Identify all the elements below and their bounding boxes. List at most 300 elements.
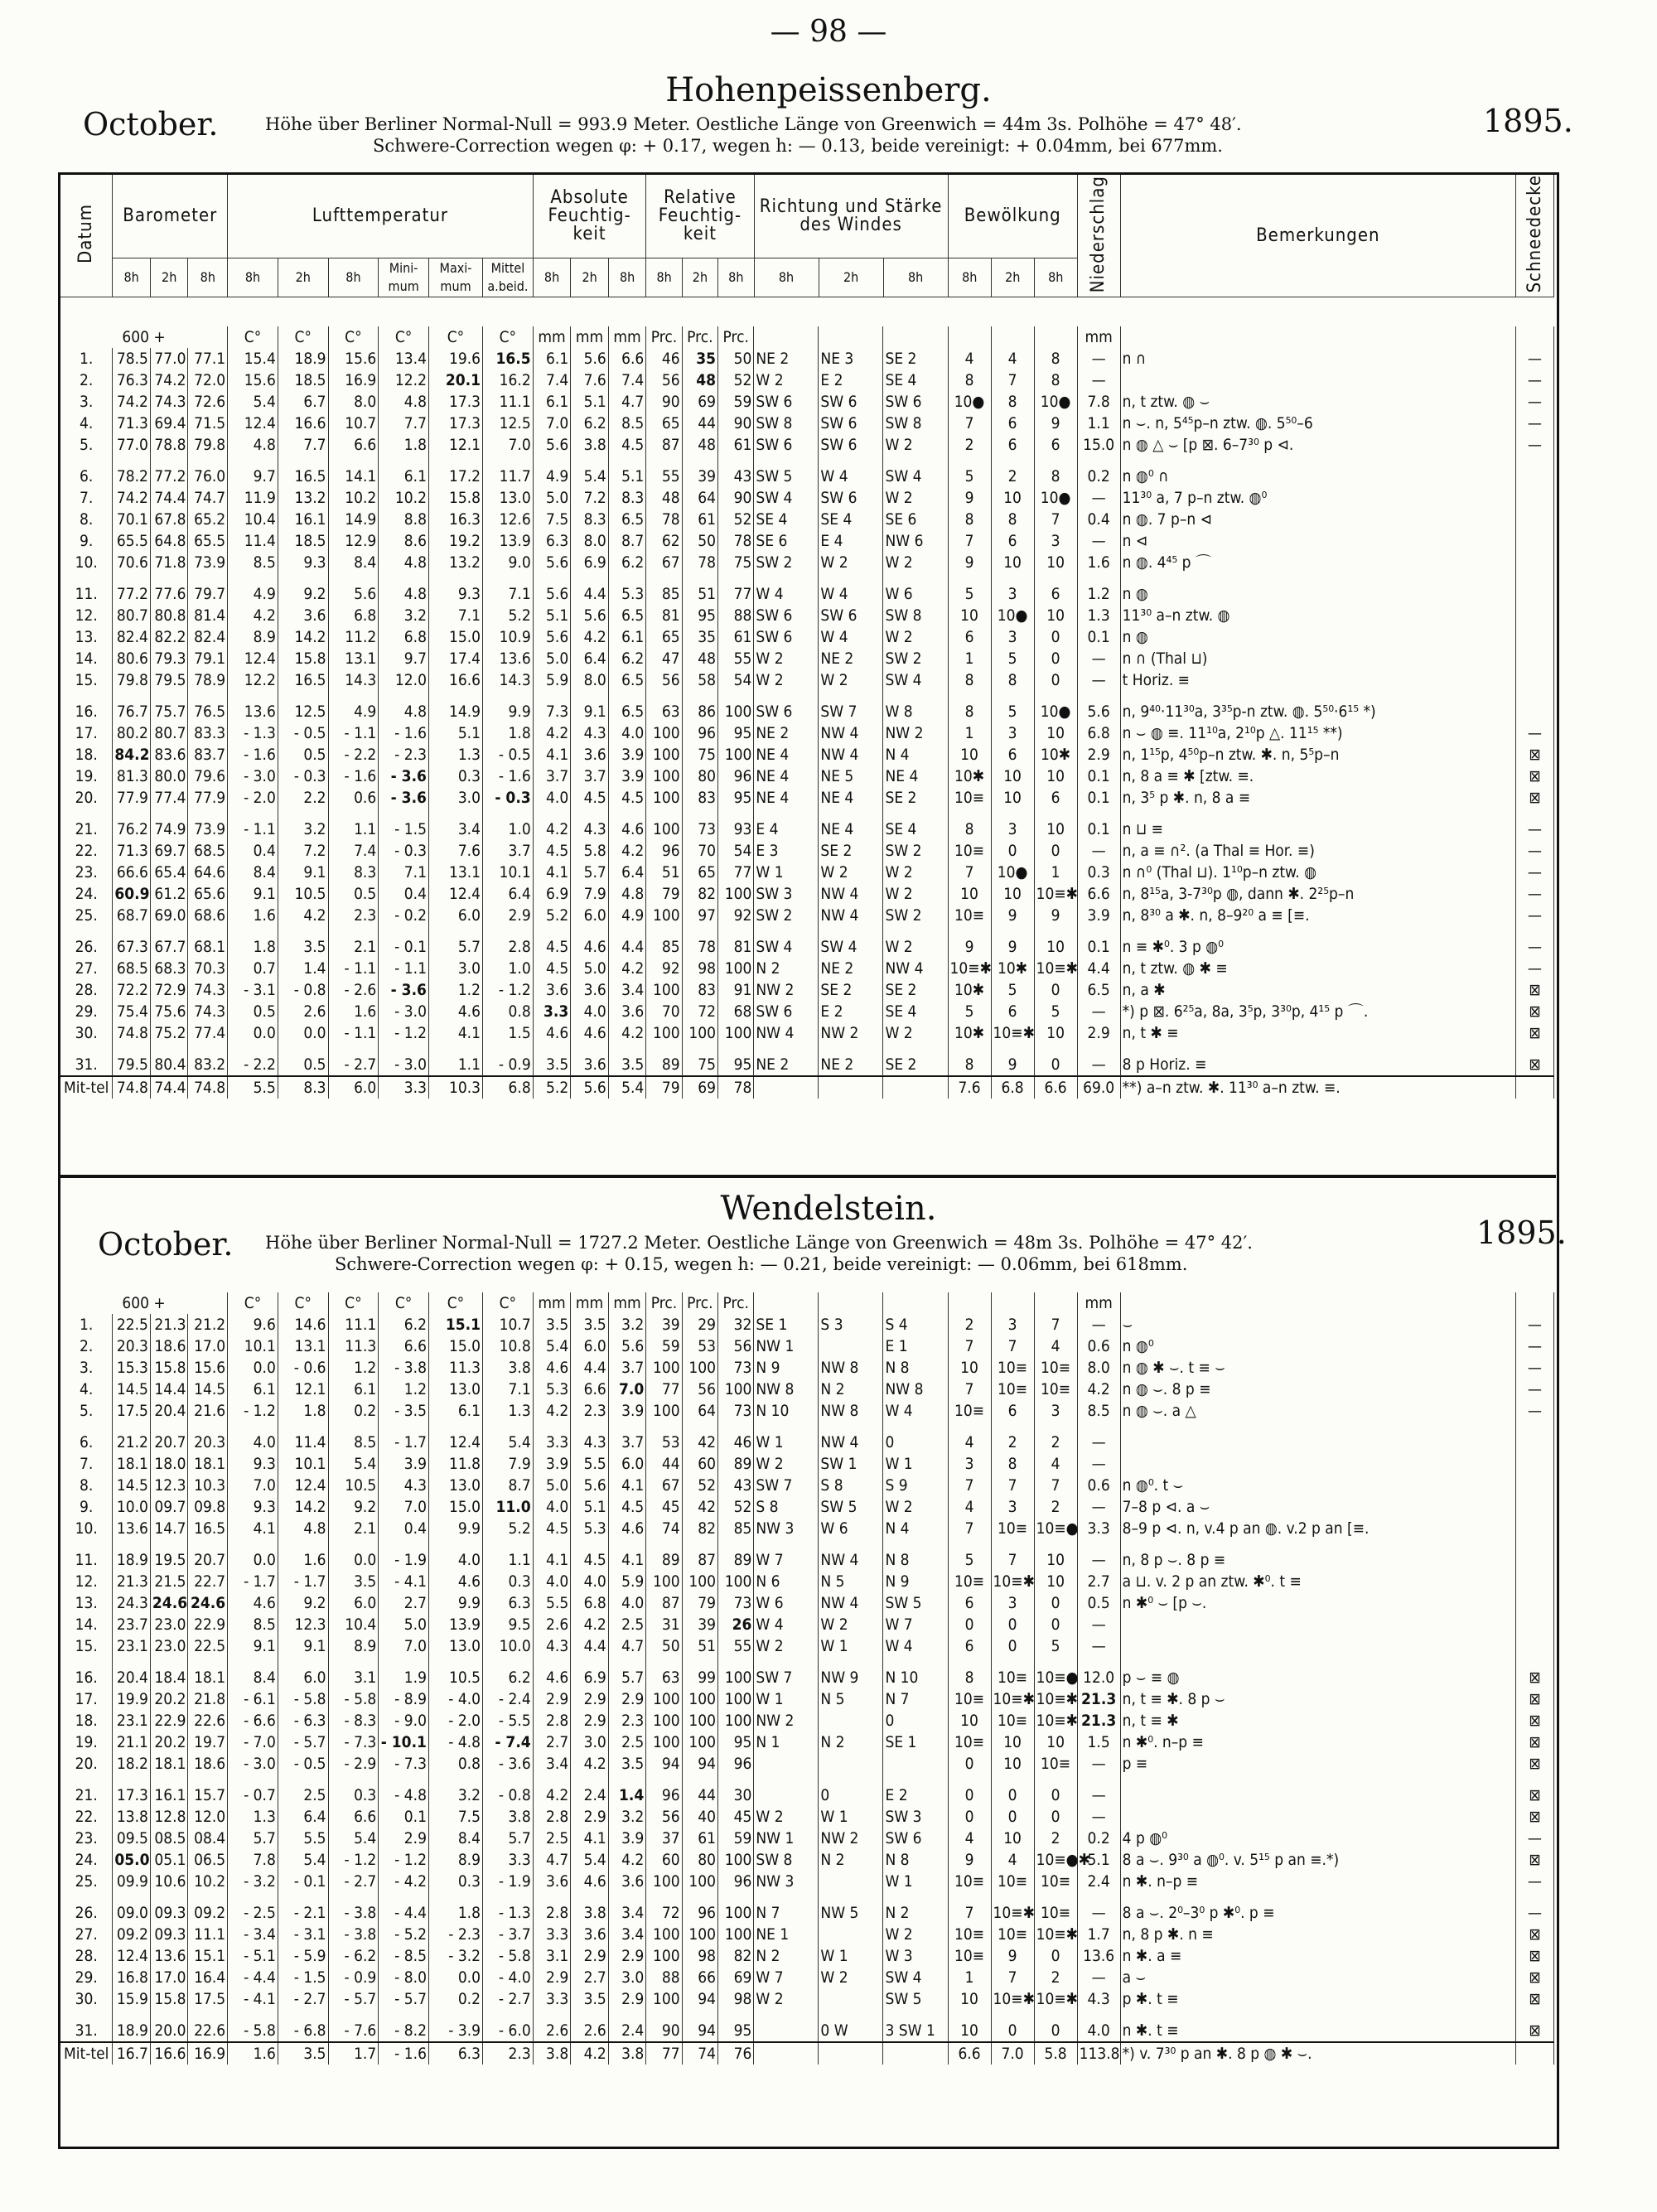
value-cell: 4.8 bbox=[278, 1518, 328, 1539]
value-cell: 6.4 bbox=[608, 862, 646, 883]
snow-cell: ⊠ bbox=[1515, 1988, 1554, 2010]
value-cell: 2 bbox=[948, 1314, 991, 1335]
value-cell: S 8 bbox=[819, 1475, 883, 1496]
value-cell: 5.1 bbox=[533, 605, 571, 626]
value-cell: 4.1 bbox=[571, 1828, 609, 1849]
value-cell: 2.9 bbox=[1077, 1022, 1120, 1044]
remarks-cell: 8 a ⌣. 2⁰–3⁰ p ✱⁰. p ≡ bbox=[1120, 1902, 1515, 1924]
value-cell: SW 4 bbox=[754, 936, 819, 958]
remarks-cell: n, t ztw. ◍ ⌣ bbox=[1120, 391, 1515, 413]
value-cell: 3.6 bbox=[571, 1924, 609, 1945]
value-cell: 53 bbox=[682, 1335, 717, 1357]
value-cell: 68.6 bbox=[188, 905, 228, 926]
value-cell: 76.3 bbox=[113, 369, 151, 391]
value-cell: 0.3 bbox=[328, 1785, 379, 1806]
value-cell: 4.2 bbox=[533, 722, 571, 744]
value-cell: 7.4 bbox=[533, 369, 571, 391]
value-cell: 8.3 bbox=[278, 1076, 328, 1099]
value-cell: 0.1 bbox=[1077, 936, 1120, 958]
value-cell: 4.2 bbox=[1077, 1379, 1120, 1400]
snow-cell bbox=[1515, 648, 1554, 669]
value-cell: - 3.0 bbox=[379, 1001, 429, 1022]
value-cell: 3.8 bbox=[571, 1902, 609, 1924]
snow-cell: ⊠ bbox=[1515, 766, 1554, 787]
unit-cell: 600 + bbox=[60, 326, 228, 348]
value-cell: 10 bbox=[1034, 1731, 1077, 1753]
value-cell: W 1 bbox=[754, 1432, 819, 1453]
value-cell: 5.7 bbox=[428, 936, 482, 958]
value-cell: W 1 bbox=[819, 1635, 883, 1657]
value-cell: N 10 bbox=[754, 1400, 819, 1422]
value-cell: 21.5 bbox=[150, 1571, 188, 1592]
mean-row bbox=[60, 1076, 1554, 1099]
value-cell: 5.4 bbox=[328, 1453, 379, 1475]
value-cell: - 4.2 bbox=[379, 1871, 429, 1892]
value-cell: 3.6 bbox=[533, 1871, 571, 1892]
value-cell: 77.4 bbox=[150, 787, 188, 809]
value-cell: - 1.1 bbox=[328, 1022, 379, 1044]
value-cell: 10.2 bbox=[328, 487, 379, 509]
value-cell: 98 bbox=[718, 1988, 754, 2010]
day-cell: 14. bbox=[60, 1614, 113, 1635]
sub-8h: 8h bbox=[188, 258, 228, 297]
snow-cell: — bbox=[1515, 905, 1554, 926]
value-cell: 75 bbox=[682, 744, 717, 766]
value-cell: - 0.5 bbox=[278, 722, 328, 744]
sub-2h: 2h bbox=[682, 258, 717, 297]
value-cell: 11.8 bbox=[428, 1453, 482, 1475]
unit-cell: C° bbox=[228, 1292, 278, 1314]
value-cell: 75.7 bbox=[150, 701, 188, 722]
value-cell: 2.9 bbox=[608, 1945, 646, 1967]
value-cell: - 1.5 bbox=[278, 1967, 328, 1988]
value-cell: 10≡ bbox=[948, 840, 991, 862]
value-cell: 42 bbox=[682, 1496, 717, 1518]
value-cell: — bbox=[1077, 1054, 1120, 1076]
value-cell: SW 4 bbox=[883, 466, 948, 487]
value-cell: 78.2 bbox=[113, 466, 151, 487]
value-cell: 3.5 bbox=[278, 2042, 328, 2065]
value-cell: 12.2 bbox=[379, 369, 429, 391]
unit-cell: 600 + bbox=[60, 1292, 228, 1314]
remarks-cell: n ◍ bbox=[1120, 583, 1515, 605]
value-cell: 10≡ bbox=[948, 1400, 991, 1422]
value-cell: 6.6 bbox=[1034, 1076, 1077, 1099]
value-cell: 13.6 bbox=[150, 1945, 188, 1967]
value-cell: 96 bbox=[646, 840, 682, 862]
value-cell: 2.5 bbox=[533, 1828, 571, 1849]
value-cell: 100 bbox=[718, 701, 754, 722]
value-cell: 3.3 bbox=[1077, 1518, 1120, 1539]
value-cell: 13.4 bbox=[379, 348, 429, 369]
value-cell: 5.8 bbox=[1034, 2042, 1077, 2065]
value-cell: 79.7 bbox=[188, 583, 228, 605]
value-cell: — bbox=[1077, 487, 1120, 509]
value-cell: 3.5 bbox=[608, 1054, 646, 1076]
value-cell: 67 bbox=[646, 1475, 682, 1496]
value-cell: E 1 bbox=[883, 1335, 948, 1357]
table-row bbox=[60, 626, 1554, 648]
snow-cell: — bbox=[1515, 883, 1554, 905]
value-cell: 17.0 bbox=[188, 1335, 228, 1357]
value-cell: - 6.8 bbox=[278, 2020, 328, 2042]
value-cell: 69.4 bbox=[150, 413, 188, 434]
table-row bbox=[60, 979, 1554, 1001]
value-cell: NW 4 bbox=[819, 905, 883, 926]
day-cell: 30. bbox=[60, 1988, 113, 2010]
col-schneedecke: Schneedecke bbox=[1515, 175, 1554, 297]
value-cell: 4 bbox=[948, 1432, 991, 1453]
value-cell: 65.5 bbox=[188, 530, 228, 552]
table-row bbox=[60, 936, 1554, 958]
value-cell: 9 bbox=[1034, 413, 1077, 434]
value-cell: 0 bbox=[948, 1753, 991, 1775]
value-cell: 6.3 bbox=[533, 530, 571, 552]
value-cell: 5.6 bbox=[571, 1475, 609, 1496]
table-row bbox=[60, 1357, 1554, 1379]
value-cell: 16.8 bbox=[113, 1967, 151, 1988]
sub-8h: 8h bbox=[533, 258, 571, 297]
value-cell: - 5.5 bbox=[483, 1710, 534, 1731]
value-cell: N 10 bbox=[883, 1667, 948, 1688]
day-cell: 24. bbox=[60, 1849, 113, 1871]
remarks-cell: n, 8 p ⌣. 8 p ≡ bbox=[1120, 1549, 1515, 1571]
value-cell: - 3.6 bbox=[379, 979, 429, 1001]
remarks-cell: 8–9 p ⊲. n, v.4 p an ◍. v.2 p an [≡. bbox=[1120, 1518, 1515, 1539]
value-cell: N 4 bbox=[883, 744, 948, 766]
year-label: 1895. bbox=[1476, 1215, 1567, 1251]
value-cell: 1.8 bbox=[379, 434, 429, 456]
value-cell: 4.8 bbox=[379, 391, 429, 413]
value-cell: 20.7 bbox=[188, 1549, 228, 1571]
value-cell: 54 bbox=[718, 669, 754, 691]
value-cell: 1.1 bbox=[328, 819, 379, 840]
remarks-cell: n ✱. n–p ≡ bbox=[1120, 1871, 1515, 1892]
value-cell: 2.9 bbox=[533, 1967, 571, 1988]
day-cell: 31. bbox=[60, 2020, 113, 2042]
value-cell: 100 bbox=[646, 1924, 682, 1945]
value-cell: 10≡ bbox=[948, 787, 991, 809]
value-cell: - 4.4 bbox=[228, 1967, 278, 1988]
value-cell: 100 bbox=[718, 1667, 754, 1688]
value-cell: 0 bbox=[948, 1614, 991, 1635]
value-cell: - 1.7 bbox=[278, 1571, 328, 1592]
value-cell: 4.2 bbox=[608, 1022, 646, 1044]
table-row bbox=[60, 1379, 1554, 1400]
value-cell: 0 bbox=[991, 1806, 1034, 1828]
value-cell: N 2 bbox=[819, 1731, 883, 1753]
value-cell: — bbox=[1077, 348, 1120, 369]
value-cell: 09.7 bbox=[150, 1496, 188, 1518]
value-cell: 22.7 bbox=[188, 1571, 228, 1592]
value-cell: 6.4 bbox=[483, 883, 534, 905]
value-cell: NE 2 bbox=[754, 722, 819, 744]
value-cell: 3.1 bbox=[328, 1667, 379, 1688]
value-cell: 0.7 bbox=[228, 958, 278, 979]
table-row bbox=[60, 819, 1554, 840]
value-cell: 8 bbox=[948, 369, 991, 391]
value-cell: 4.7 bbox=[608, 1635, 646, 1657]
value-cell: 10✱ bbox=[991, 958, 1034, 979]
value-cell: 83 bbox=[682, 787, 717, 809]
col-bewoelkung: Bewölkung bbox=[948, 175, 1077, 258]
value-cell: 6.0 bbox=[328, 1076, 379, 1099]
snow-cell bbox=[1515, 1475, 1554, 1496]
value-cell: - 6.0 bbox=[483, 2020, 534, 2042]
value-cell: 5.1 bbox=[1077, 1849, 1120, 1871]
value-cell: - 7.3 bbox=[328, 1731, 379, 1753]
value-cell: 0 bbox=[991, 1635, 1034, 1657]
value-cell: - 3.2 bbox=[428, 1945, 482, 1967]
day-cell: 14. bbox=[60, 648, 113, 669]
value-cell: 23.0 bbox=[150, 1635, 188, 1657]
value-cell: W 2 bbox=[883, 434, 948, 456]
value-cell: 4 bbox=[1034, 1335, 1077, 1357]
value-cell: - 0.3 bbox=[483, 787, 534, 809]
value-cell: 7 bbox=[991, 369, 1034, 391]
value-cell: 9 bbox=[948, 552, 991, 573]
table-row bbox=[60, 1902, 1554, 1924]
value-cell: - 2.6 bbox=[328, 979, 379, 1001]
value-cell: 4.2 bbox=[608, 1849, 646, 1871]
value-cell: 56 bbox=[682, 1379, 717, 1400]
value-cell: 6.6 bbox=[608, 348, 646, 369]
value-cell: 6.6 bbox=[328, 1806, 379, 1828]
value-cell: 5.7 bbox=[608, 1667, 646, 1688]
value-cell: 14.5 bbox=[113, 1379, 151, 1400]
value-cell: - 1.6 bbox=[228, 744, 278, 766]
value-cell: NW 1 bbox=[754, 1335, 819, 1357]
value-cell: 10≡ bbox=[991, 1357, 1034, 1379]
value-cell: 5.8 bbox=[571, 840, 609, 862]
value-cell: — bbox=[1077, 1314, 1120, 1335]
value-cell: N 7 bbox=[883, 1688, 948, 1710]
table-row bbox=[60, 1453, 1554, 1475]
value-cell: 4.9 bbox=[533, 466, 571, 487]
value-cell: 10 bbox=[991, 787, 1034, 809]
value-cell: 8.0 bbox=[328, 391, 379, 413]
value-cell: 4.5 bbox=[608, 787, 646, 809]
value-cell: 12.0 bbox=[1077, 1667, 1120, 1688]
value-cell: W 2 bbox=[754, 669, 819, 691]
value-cell: 10● bbox=[991, 862, 1034, 883]
remarks-cell: n ⊔ ≡ bbox=[1120, 819, 1515, 840]
value-cell: 8 bbox=[1034, 369, 1077, 391]
value-cell: 2.6 bbox=[533, 1614, 571, 1635]
value-cell: SW 6 bbox=[883, 1828, 948, 1849]
value-cell: 15.8 bbox=[428, 487, 482, 509]
value-cell: 5.5 bbox=[533, 1592, 571, 1614]
value-cell: SW 5 bbox=[883, 1988, 948, 2010]
value-cell: 7 bbox=[948, 1475, 991, 1496]
value-cell: - 2.0 bbox=[428, 1710, 482, 1731]
value-cell: 69.0 bbox=[1077, 1076, 1120, 1099]
remarks-cell: n ◍ bbox=[1120, 626, 1515, 648]
value-cell: 6 bbox=[991, 744, 1034, 766]
value-cell: 2.6 bbox=[533, 2020, 571, 2042]
remarks-cell: 11³⁰ a, 7 p–n ztw. ◍⁰ bbox=[1120, 487, 1515, 509]
value-cell: 9.1 bbox=[278, 862, 328, 883]
snow-cell: ⊠ bbox=[1515, 1022, 1554, 1044]
unit-cell: mm bbox=[608, 1292, 646, 1314]
column-header bbox=[60, 175, 1554, 297]
value-cell: 8.5 bbox=[228, 552, 278, 573]
value-cell: 7 bbox=[948, 1902, 991, 1924]
value-cell: 3.5 bbox=[571, 1314, 609, 1335]
value-cell: 1.7 bbox=[1077, 1924, 1120, 1945]
value-cell: 5 bbox=[948, 1549, 991, 1571]
value-cell: 100 bbox=[718, 1902, 754, 1924]
value-cell: - 3.0 bbox=[228, 766, 278, 787]
day-cell: 12. bbox=[60, 605, 113, 626]
value-cell: 3.2 bbox=[379, 605, 429, 626]
remarks-cell: n ✱. t ≡ bbox=[1120, 2020, 1515, 2042]
value-cell: 0 bbox=[883, 1432, 948, 1453]
value-cell: 29 bbox=[682, 1314, 717, 1335]
table-row bbox=[60, 466, 1554, 487]
value-cell: - 6.3 bbox=[278, 1710, 328, 1731]
value-cell: 6.8 bbox=[328, 605, 379, 626]
value-cell: 13.0 bbox=[483, 487, 534, 509]
value-cell: 3.4 bbox=[533, 1753, 571, 1775]
remarks-cell bbox=[1120, 1785, 1515, 1806]
value-cell: 9.2 bbox=[278, 1592, 328, 1614]
value-cell: 10≡●✱ bbox=[1034, 1849, 1077, 1871]
value-cell: 0 W bbox=[819, 2020, 883, 2042]
value-cell: 7.2 bbox=[571, 487, 609, 509]
value-cell: 3.2 bbox=[608, 1314, 646, 1335]
value-cell: 80.7 bbox=[150, 722, 188, 744]
value-cell: 16.5 bbox=[278, 669, 328, 691]
value-cell: SW 6 bbox=[819, 391, 883, 413]
table-row bbox=[60, 1400, 1554, 1422]
unit-cell: C° bbox=[483, 326, 534, 348]
value-cell: 98 bbox=[682, 1945, 717, 1967]
value-cell: 48 bbox=[682, 369, 717, 391]
value-cell: 52 bbox=[682, 1475, 717, 1496]
value-cell: — bbox=[1077, 1635, 1120, 1657]
value-cell: 6 bbox=[991, 413, 1034, 434]
remarks-cell: 7–8 p ⊲. a ⌣ bbox=[1120, 1496, 1515, 1518]
value-cell: 6.8 bbox=[571, 1592, 609, 1614]
value-cell: 75 bbox=[682, 1054, 717, 1076]
value-cell: 05.1 bbox=[150, 1849, 188, 1871]
value-cell: 72.2 bbox=[113, 979, 151, 1001]
value-cell: 22.9 bbox=[150, 1710, 188, 1731]
snow-cell: — bbox=[1515, 434, 1554, 456]
value-cell: 74.8 bbox=[113, 1022, 151, 1044]
value-cell: 10≡ bbox=[948, 1688, 991, 1710]
value-cell: 14.2 bbox=[278, 1496, 328, 1518]
value-cell: 13.6 bbox=[113, 1518, 151, 1539]
unit-cell: mm bbox=[571, 326, 609, 348]
value-cell: 2.4 bbox=[1077, 1871, 1120, 1892]
value-cell: 20.3 bbox=[113, 1335, 151, 1357]
unit-cell bbox=[1120, 1292, 1515, 1314]
value-cell: 09.2 bbox=[113, 1924, 151, 1945]
value-cell: - 8.9 bbox=[379, 1688, 429, 1710]
value-cell: 61 bbox=[718, 434, 754, 456]
value-cell: 16.9 bbox=[328, 369, 379, 391]
value-cell: 48 bbox=[682, 434, 717, 456]
value-cell: - 2.9 bbox=[328, 1753, 379, 1775]
value-cell: 95 bbox=[718, 787, 754, 809]
unit-cell bbox=[754, 1292, 819, 1314]
table-row bbox=[60, 1871, 1554, 1892]
value-cell: 10.6 bbox=[150, 1871, 188, 1892]
value-cell: 1.2 bbox=[1077, 583, 1120, 605]
value-cell: 113.8 bbox=[1077, 2042, 1120, 2065]
remarks-cell: n ⊲ bbox=[1120, 530, 1515, 552]
value-cell: 46 bbox=[718, 1432, 754, 1453]
snow-cell: ⊠ bbox=[1515, 744, 1554, 766]
value-cell: SW 8 bbox=[883, 605, 948, 626]
value-cell: W 2 bbox=[883, 626, 948, 648]
value-cell: 8.3 bbox=[571, 509, 609, 530]
day-cell: 10. bbox=[60, 1518, 113, 1539]
value-cell: SW 8 bbox=[754, 413, 819, 434]
value-cell: - 5.8 bbox=[328, 1688, 379, 1710]
value-cell: 15.0 bbox=[428, 1335, 482, 1357]
snow-cell bbox=[1515, 1635, 1554, 1657]
value-cell: 73 bbox=[682, 819, 717, 840]
value-cell: 7.7 bbox=[379, 413, 429, 434]
value-cell: 9 bbox=[948, 1849, 991, 1871]
remarks-cell: n, 1¹⁵p, 4⁵⁰p–n ztw. ✱. n, 5⁵p–n bbox=[1120, 744, 1515, 766]
value-cell: 0 bbox=[991, 1614, 1034, 1635]
value-cell: 5 bbox=[991, 648, 1034, 669]
value-cell: 7 bbox=[948, 530, 991, 552]
value-cell: 10 bbox=[1034, 1571, 1077, 1592]
value-cell: 10 bbox=[1034, 605, 1077, 626]
value-cell: E 2 bbox=[819, 369, 883, 391]
value-cell: 47 bbox=[646, 648, 682, 669]
table-row bbox=[60, 369, 1554, 391]
value-cell: - 7.3 bbox=[379, 1753, 429, 1775]
value-cell: 77.2 bbox=[150, 466, 188, 487]
snow-cell: — bbox=[1515, 348, 1554, 369]
remarks-cell: n ◍. 4⁴⁵ p ⌒ bbox=[1120, 552, 1515, 573]
value-cell: SW 6 bbox=[754, 434, 819, 456]
value-cell: - 5.7 bbox=[379, 1988, 429, 2010]
value-cell: 7.8 bbox=[228, 1849, 278, 1871]
value-cell: 9.1 bbox=[228, 883, 278, 905]
value-cell: 5.9 bbox=[533, 669, 571, 691]
value-cell: N 6 bbox=[754, 1571, 819, 1592]
station-title-hohenpeissenberg: Hohenpeissenberg. bbox=[665, 71, 992, 109]
value-cell: 1 bbox=[948, 648, 991, 669]
value-cell: 10≡✱ bbox=[1034, 1688, 1077, 1710]
value-cell: 5 bbox=[1034, 1001, 1077, 1022]
day-cell: 15. bbox=[60, 1635, 113, 1657]
value-cell: 68.5 bbox=[113, 958, 151, 979]
value-cell: 0.0 bbox=[228, 1549, 278, 1571]
table-row bbox=[60, 530, 1554, 552]
unit-cell bbox=[1120, 326, 1515, 348]
snow-cell: ⊠ bbox=[1515, 1054, 1554, 1076]
snow-cell: ⊠ bbox=[1515, 1667, 1554, 1688]
value-cell: SW 2 bbox=[883, 905, 948, 926]
remarks-cell: 8 a ⌣. 9³⁰ a ◍⁰. v. 5¹⁵ p an ≡.*) bbox=[1120, 1849, 1515, 1871]
value-cell: SW 5 bbox=[754, 466, 819, 487]
value-cell: 1.1 bbox=[428, 1054, 482, 1076]
sub-mittel: Mittel a.beid. bbox=[483, 258, 534, 297]
remarks-cell: n, 8¹⁵a, 3-7³⁰p ◍, dann ✱. 2²⁵p–n bbox=[1120, 883, 1515, 905]
value-cell: S 9 bbox=[883, 1475, 948, 1496]
value-cell: 71.8 bbox=[150, 552, 188, 573]
value-cell: 09.3 bbox=[150, 1902, 188, 1924]
table-row bbox=[60, 1592, 1554, 1614]
